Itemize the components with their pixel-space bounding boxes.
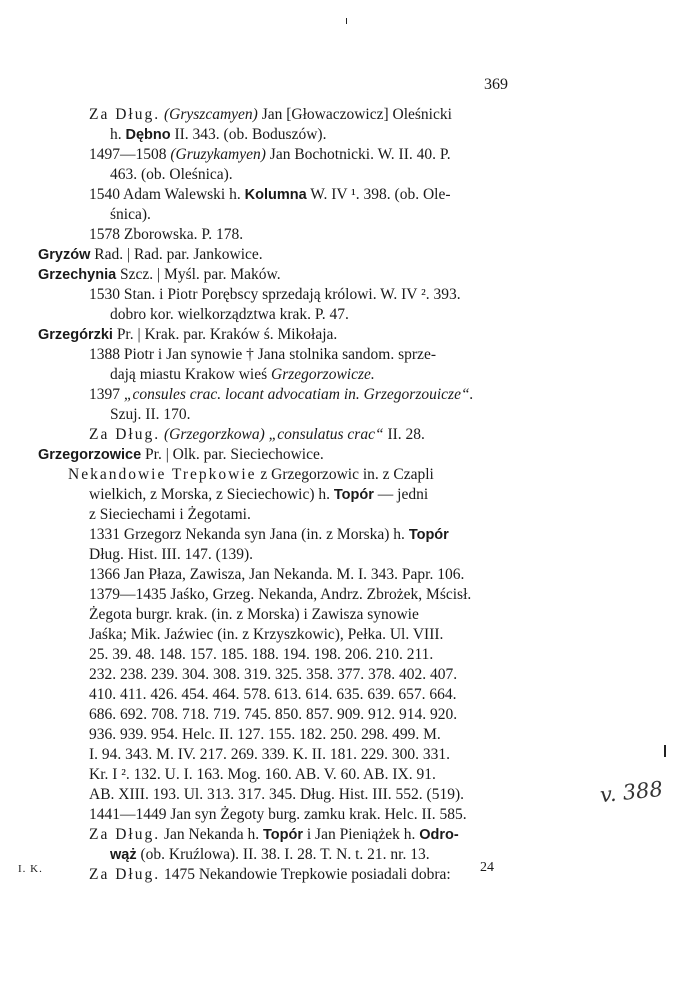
- text-line: [89, 225, 243, 245]
- text-line: [89, 485, 428, 505]
- bold-term: Topór: [408, 527, 449, 543]
- text-line: [89, 665, 457, 685]
- text-line: [89, 425, 425, 445]
- bold-term: Grzegorzowice: [38, 447, 142, 463]
- text-segment: Rad. | Rad. par. Jankowice.: [90, 246, 263, 263]
- italic-text: Grzegorzowicze.: [271, 366, 375, 383]
- text-line: [89, 865, 451, 885]
- text-segment: z Grzegorzowic in. z Czapli: [256, 466, 434, 483]
- italic-text: „consules crac. locant advocatiam in. Grzegorzouicze“.: [123, 386, 474, 403]
- text-line: [89, 705, 457, 725]
- text-line: [110, 205, 151, 225]
- text-segment: Pr. | Olk. par. Sieciechowice.: [141, 446, 324, 463]
- text-segment: Jan Nekanda h.: [160, 826, 263, 843]
- text-line: [89, 545, 253, 565]
- bold-term: Odro-: [419, 827, 459, 843]
- bold-term: Topór: [333, 487, 374, 503]
- text-segment: AB. XIII. 193. Ul. 313. 317. 345. Dług. Hist. III. 552. (519).: [89, 786, 464, 803]
- text-segment: 1379—1435 Jaśko, Grzeg. Nekanda, Andrz. Zbrożek, Mścisł.: [89, 586, 472, 603]
- text-segment: Szcz. | Myśl. par. Maków.: [116, 266, 281, 283]
- text-line: [110, 305, 349, 325]
- margin-mark: [664, 745, 666, 757]
- footer-signature: I. K.: [18, 863, 43, 875]
- text-line: [110, 165, 233, 185]
- text-line: [110, 125, 326, 145]
- margin-mark: [346, 18, 347, 24]
- text-segment: I. 94. 343. M. IV. 217. 269. 339. K. II. 181. 229. 300. 331.: [89, 746, 450, 763]
- text-segment: 1388 Piotr i Jan synowie † Jana stolnika sandom. sprze-: [89, 346, 436, 363]
- page-number: 369: [484, 76, 508, 93]
- text-line: [89, 145, 451, 165]
- text-line: [89, 625, 443, 645]
- text-segment: 1497—1508: [89, 146, 171, 163]
- text-segment: 1475 Nekandowie Trepkowie posiadali dobra:: [160, 866, 451, 883]
- text-segment: Jan [Głowaczowicz] Oleśnicki: [257, 106, 452, 123]
- text-segment: 936. 939. 954. Helc. II. 127. 155. 182. 250. 298. 499. M.: [89, 726, 441, 743]
- text-segment: z Sieciechami i Żegotami.: [89, 506, 251, 523]
- text-segment: W. IV ¹. 398. (ob. Ole-: [306, 186, 451, 203]
- bold-term: Kolumna: [244, 187, 307, 203]
- text-segment: 1366 Jan Płaza, Zawisza, Jan Nekanda. M. I. 343. Papr. 106.: [89, 566, 465, 583]
- text-segment: 232. 238. 239. 304. 308. 319. 325. 358. 377. 378. 402. 407.: [89, 666, 458, 683]
- text-line: [110, 365, 375, 385]
- text-line: [89, 605, 419, 625]
- text-line: [89, 785, 464, 805]
- italic-text: (Gruzykamyen): [170, 146, 266, 163]
- text-segment: Za Dług.: [89, 826, 161, 843]
- text-segment: Nekandowie Trepkowie: [68, 466, 257, 483]
- text-segment: Za Dług.: [89, 866, 161, 883]
- text-segment: — jedni: [373, 486, 429, 503]
- text-segment: i Jan Pieniążek h.: [302, 826, 420, 843]
- footer-sheet-number: 24: [480, 860, 494, 875]
- text-line: [89, 385, 473, 405]
- text-segment: 1540 Adam Walewski h.: [89, 186, 245, 203]
- text-segment: 686. 692. 708. 718. 719. 745. 850. 857. 909. 912. 914. 920.: [89, 706, 458, 723]
- text-line: [38, 265, 281, 285]
- bold-term: wąż: [110, 847, 137, 863]
- bold-term: Topór: [262, 827, 303, 843]
- text-segment: 410. 411. 426. 454. 464. 578. 613. 614. 635. 639. 657. 664.: [89, 686, 457, 703]
- text-line: [110, 845, 430, 865]
- text-line: [89, 685, 457, 705]
- text-segment: 1441—1449 Jan syn Żegoty burg. zamku krak. Helc. II. 585.: [89, 806, 467, 823]
- text-line: [38, 445, 324, 465]
- text-segment: wielkich, z Morska, z Sieciechowic) h.: [89, 486, 334, 503]
- text-line: [89, 745, 450, 765]
- text-segment: 1530 Stan. i Piotr Porębscy sprzedają królowi. W. IV ². 393.: [89, 286, 461, 303]
- text-line: [89, 585, 471, 605]
- text-segment: (ob. Kruźlowa). II. 38. I. 28. T. N. t. 21. nr. 13.: [136, 846, 430, 863]
- text-segment: 25. 39. 48. 148. 157. 185. 188. 194. 198. 206. 210. 211.: [89, 646, 434, 663]
- text-segment: 463. (ob. Oleśnica).: [110, 166, 233, 183]
- text-line: [89, 805, 467, 825]
- text-segment: Pr. | Krak. par. Kraków ś. Mikołaja.: [112, 326, 338, 343]
- text-segment: śnica).: [110, 206, 151, 223]
- text-segment: Za Dług.: [89, 426, 161, 443]
- text-line: [68, 465, 434, 485]
- bold-term: Gryzów: [38, 247, 91, 263]
- bold-term: Grzechynia: [38, 267, 117, 283]
- italic-text: (Gryszcamyen): [163, 106, 258, 123]
- bold-term: Grzegórzki: [38, 327, 113, 343]
- text-line: [110, 405, 191, 425]
- text-segment: Jaśka; Mik. Jaźwiec (in. z Krzyszkowic), Pełka. Ul. VIII.: [89, 626, 444, 643]
- text-segment: Jan Bochotnicki. W. II. 40. P.: [265, 146, 451, 163]
- text-line: [38, 245, 263, 265]
- text-segment: Kr. I ². 132. U. I. 163. Mog. 160. AB. V. 60. AB. IX. 91.: [89, 766, 436, 783]
- text-segment: Żegota burgr. krak. (in. z Morska) i Zawisza synowie: [89, 606, 419, 623]
- text-segment: dają miastu Krakow wieś: [110, 366, 271, 383]
- text-line: [89, 505, 251, 525]
- text-line: [89, 105, 452, 125]
- text-line: [89, 345, 436, 365]
- text-line: [89, 765, 436, 785]
- text-line: [89, 525, 449, 545]
- text-segment: dobro kor. wielkorządztwa krak. P. 47.: [110, 306, 349, 323]
- text-segment: 1331 Grzegorz Nekanda syn Jana (in. z Morska) h.: [89, 526, 409, 543]
- text-segment: 1578 Zborowska. P. 178.: [89, 226, 244, 243]
- text-segment: Za Dług.: [89, 106, 161, 123]
- bold-term: Dębno: [125, 127, 171, 143]
- text-segment: II. 343. (ob. Boduszów).: [170, 126, 327, 143]
- italic-text: (Grzegorzkowa) „consulatus crac“: [163, 426, 384, 443]
- text-line: [89, 565, 464, 585]
- text-line: [89, 285, 461, 305]
- text-line: [38, 325, 337, 345]
- text-line: [89, 725, 441, 745]
- text-line: [89, 825, 459, 845]
- text-segment: 1397: [89, 386, 124, 403]
- text-line: [89, 185, 451, 205]
- text-segment: Dług. Hist. III. 147. (139).: [89, 546, 254, 563]
- text-segment: Szuj. II. 170.: [110, 406, 191, 423]
- text-line: [89, 645, 433, 665]
- handwritten-margin-note: v. 388: [598, 776, 664, 808]
- text-segment: II. 28.: [383, 426, 425, 443]
- text-segment: h.: [110, 126, 126, 143]
